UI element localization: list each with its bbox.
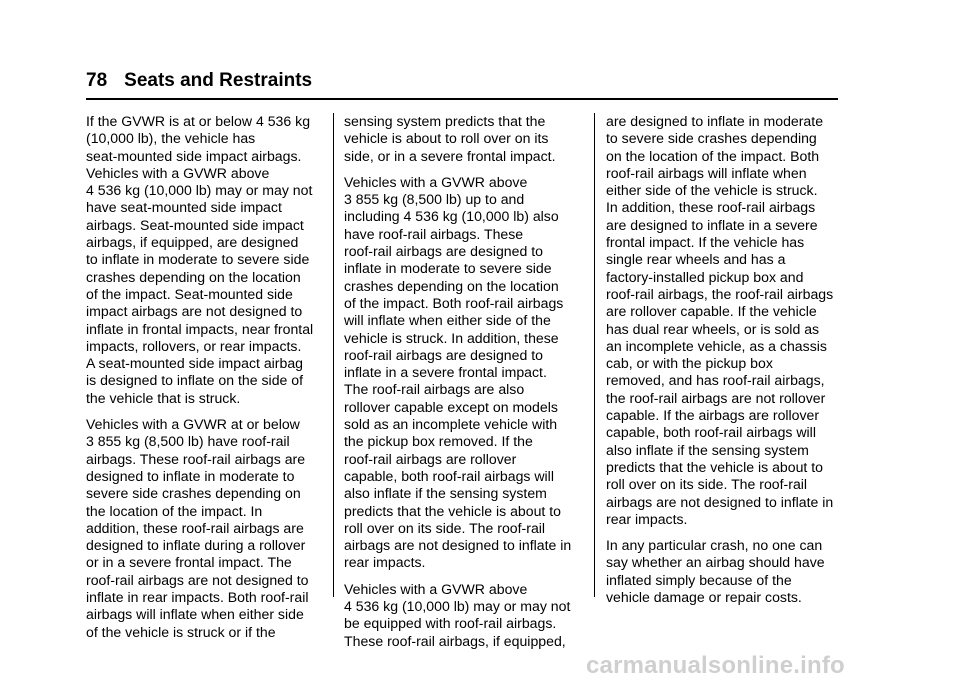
paragraph: Vehicles with a GVWR above 4 536 kg (10,000 lb) may or may not be equipped with roof-rail airbags. These roof-rail airbags, if equipped, xyxy=(344,580,571,649)
paragraph: In any particular crash, no one can say whether an airbag should have inflated simply because of the vehicle damage or repair costs. xyxy=(606,537,825,606)
column-divider xyxy=(333,113,334,597)
paragraph: sensing system predicts that the vehicle is about to roll over on its side, or in a severe frontal impact. xyxy=(344,113,556,164)
page-number: 78 xyxy=(86,70,108,91)
text-column-3 xyxy=(606,113,846,615)
section-title: Seats and Restraints xyxy=(124,70,313,91)
column-divider xyxy=(594,113,595,597)
text-column-2 xyxy=(344,113,584,659)
watermark: carmanualsonline.info xyxy=(586,652,845,679)
paragraph: If the GVWR is at or below 4 536 kg (10,000 lb), the vehicle has seat-mounted side impact airbags. Vehicles with a GVWR above 4 536 kg (10,000 lb) may or may not have seat-mounted side impact airbags. Seat-mounted side impact airbags, if equipped, are designed to inflate in moderate to severe side crashes depending on the location of the impact. Seat-mounted side impact airbags are not designed to inflate in frontal impacts, near frontal impacts, rollovers, or rear impacts. A seat-mounted side impact airbag is designed to inflate on the side of the vehicle that is struck. xyxy=(86,113,314,406)
text-column-1 xyxy=(86,113,326,650)
paragraph: Vehicles with a GVWR above 3 855 kg (8,500 lb) up to and including 4 536 kg (10,000 lb) also have roof-rail airbags. These roof-rail airbags are designed to inflate in moderate to severe side crashes depending on the location of the impact. Both roof-rail airbags will inflate when either side of the vehicle is struck. In addition, these roof-rail airbags are designed to inflate in a severe frontal impact. The roof-rail airbags are also rollover capable except on models sold as an incomplete vehicle with the pickup box removed. If the roof-rail airbags are rollover capable, both roof-rail airbags will also inflate if the sensing system predicts that the vehicle is about to roll over on its side. The roof-rail airbags are not designed to inflate in rear impacts. xyxy=(344,173,572,571)
header-rule xyxy=(86,98,838,100)
paragraph: Vehicles with a GVWR at or below 3 855 kg (8,500 lb) have roof-rail airbags. These roof-rail airbags are designed to inflate in moderate to severe side crashes depending on the location of the impact. In addition, these roof-rail airbags are designed to inflate during a rollover or in a severe frontal impact. The roof-rail airbags are not designed to inflate in rear impacts. Both roof-rail airbags will inflate when either side of the vehicle is struck or if the xyxy=(86,416,309,640)
page-header xyxy=(86,70,312,96)
paragraph: are designed to inflate in moderate to severe side crashes depending on the location of the impact. Both roof-rail airbags will inflate when either side of the vehicle is struck. In addition, these roof-rail airbags are designed to inflate in a severe frontal impact. If the vehicle has single rear wheels and has a factory-installed pickup box and roof-rail airbags, the roof-rail airbags are rollover capable. If the vehicle has dual rear wheels, or is sold as an incomplete vehicle, as a chassis cab, or with the pickup box removed, and has roof-rail airbags, the roof-rail airbags are not rollover capable. If the airbags are rollover capable, both roof-rail airbags will also inflate if the sensing system predicts that the vehicle is about to roll over on its side. The roof-rail airbags are not designed to inflate in rear impacts. xyxy=(606,113,834,527)
